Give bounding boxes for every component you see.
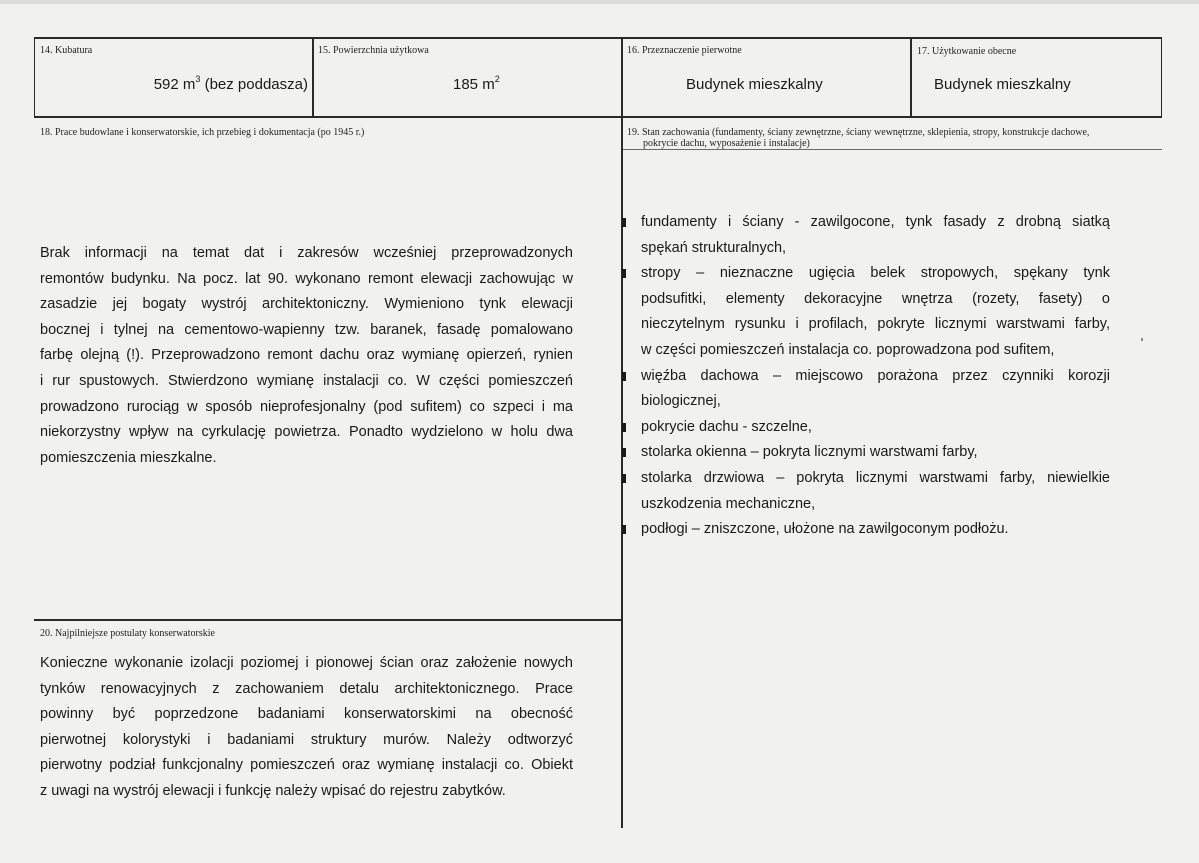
- postulaty-line: pierwotnej kolorystyki i badaniami struktury murów. Należy odtworzyć: [40, 731, 573, 748]
- list-item: [615, 415, 1110, 441]
- bullet-icon: [622, 525, 626, 534]
- prace-line: remontów budynku. Na pocz. lat 90. wykonano remont elewacji zachowując w: [40, 270, 573, 287]
- postulaty-line: z uwagi na wystrój elewacji i funkcję należy wpisać do rejestru zabytków.: [40, 782, 506, 799]
- list-item: [615, 210, 1110, 261]
- rule-section20-top: [34, 619, 622, 621]
- rule-v-14-15: [312, 37, 314, 118]
- prace-line: prowadzono rurociąg w sposób nieprofesjonalny (pod sufitem) co szpeci i ma: [40, 398, 573, 415]
- przeznaczenie-value: Budynek mieszkalny: [686, 76, 823, 93]
- postulaty-line: Konieczne wykonanie izolacji poziomej i pionowej ścian oraz założenie nowych: [40, 655, 573, 671]
- bullet-icon: [622, 372, 626, 381]
- postulaty-line: powinny być poprzedzone badaniami konserwatorskimi na obecność: [40, 706, 573, 723]
- list-item: [615, 364, 1110, 415]
- postulaty-text: [40, 651, 573, 805]
- prace-label: 18. Prace budowlane i konserwatorskie, ich przebieg i dokumentacja (po 1945 r.): [40, 127, 365, 138]
- postulaty-label: 20. Najpilniejsze postulaty konserwatorskie: [40, 628, 215, 639]
- scan-speck: [1141, 338, 1143, 341]
- list-item: [615, 261, 1110, 363]
- powierzchnia-value: [453, 76, 500, 93]
- list-item-line: uszkodzenia mechaniczne,: [641, 495, 816, 512]
- list-item: [615, 517, 1110, 543]
- scan-edge: [0, 0, 1199, 4]
- uzytkowanie-label: 17. Użytkowanie obecne: [917, 46, 1017, 57]
- list-item-line: w części pomieszczeń instalacja co. poprowadzona pod sufitem,: [641, 341, 1055, 358]
- postulaty-line: pierwotny podział funkcjonalny pomieszczeń oraz wymianę instalacji co. Obiekt: [40, 757, 573, 774]
- list-item-line: fundamenty i ściany - zawilgocone, tynk fasady z drobną siatką: [641, 214, 1110, 230]
- list-item: [615, 466, 1110, 517]
- rule-v-left-row1: [34, 37, 35, 118]
- powierzchnia-label: 15. Powierzchnia użytkowa: [318, 45, 429, 56]
- rule-v-16-17: [910, 37, 912, 118]
- kubatura-value-main: 592 m: [153, 76, 196, 93]
- prace-line: i rur spustowych. Stwierdzono wymianę instalacji co. W części pomieszczeń: [40, 372, 573, 389]
- powierzchnia-value-main: 185 m: [453, 76, 495, 93]
- list-item-line: nieczytelnym rysunku i profilach, pokryte licznymi warstwami farby,: [641, 316, 1110, 333]
- powierzchnia-value-exponent: 2: [494, 74, 500, 84]
- bullet-icon: [622, 269, 626, 278]
- postulaty-line: tynków renowacyjnych z zachowaniem detalu architektonicznego. Prace: [40, 680, 573, 697]
- bullet-icon: [622, 448, 626, 457]
- stan-label: [627, 127, 1089, 149]
- stan-label-line2: pokrycie dachu, wyposażenie i instalacje): [643, 138, 810, 149]
- rule-row1-bottom: [34, 116, 1162, 118]
- list-item-line: stropy – nieznaczne ugięcia belek stropowych, spękany tynk: [641, 265, 1110, 282]
- list-item-line: podłogi – zniszczone, ułożone na zawilgoconym podłożu.: [641, 521, 1009, 538]
- list-item-line: więźba dachowa – miejscowo porażona przez czynniki korozji: [641, 367, 1110, 384]
- rule-section19-header: [623, 149, 1162, 150]
- list-item-line: stolarka drzwiowa – pokryta licznymi warstwami farby, niewielkie: [641, 469, 1110, 486]
- kubatura-value-exponent: 3: [195, 74, 201, 84]
- list-item-line: podsufitki, elementy dekoracyjne wnętrza (rozety, fasety) o: [641, 290, 1110, 307]
- bullet-icon: [622, 218, 626, 227]
- list-item-line: pokrycie dachu - szczelne,: [641, 418, 812, 435]
- stan-label-line1: 19. Stan zachowania (fundamenty, ściany zewnętrzne, ściany wewnętrzne, sklepienia, stropy, konstrukcje dachowe,: [627, 127, 1090, 138]
- bullet-icon: [622, 474, 626, 483]
- prace-line: niekorzystny wpływ na cyrkulację powietrza. Ponadto wydzielono w holu dwa: [40, 424, 573, 441]
- rule-v-right-row1: [1161, 37, 1162, 118]
- bullet-icon: [622, 423, 626, 432]
- list-item-line: biologicznej,: [641, 393, 721, 410]
- list-item-line: spękań strukturalnych,: [641, 239, 787, 256]
- prace-line: Brak informacji na temat dat i zakresów wcześniej przeprowadzonych: [40, 245, 573, 261]
- stan-list: [615, 210, 1110, 543]
- kubatura-value-note: (bez poddasza): [200, 76, 308, 93]
- uzytkowanie-value: Budynek mieszkalny: [934, 76, 1071, 93]
- list-item: [615, 440, 1110, 466]
- prace-line: farbę olejną (!). Przeprowadzono remont dachu oraz wymianę opierzeń, rynien: [40, 347, 573, 364]
- prace-line: pomieszczenia mieszkalne.: [40, 449, 217, 466]
- prace-line: zasadzie jej bogaty wystrój architektoniczny. Wymieniono tynk elewacji: [40, 296, 573, 313]
- list-item-line: stolarka okienna – pokryta licznymi warstwami farby,: [641, 444, 978, 461]
- rule-top: [34, 37, 1162, 39]
- przeznaczenie-label: 16. Przeznaczenie pierwotne: [627, 45, 742, 56]
- kubatura-value: [154, 76, 308, 93]
- prace-line: bocznej i tylnej na cementowo-wapienny tzw. baranek, fasadę pomalowano: [40, 321, 573, 338]
- kubatura-label: 14. Kubatura: [40, 45, 93, 56]
- prace-text: [40, 241, 573, 471]
